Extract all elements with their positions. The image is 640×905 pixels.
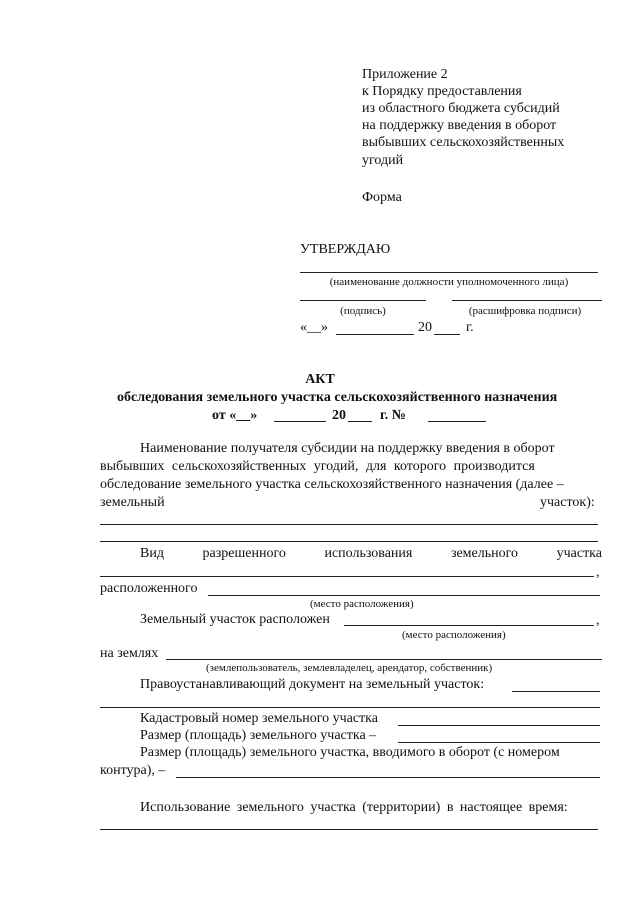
signature-line bbox=[300, 300, 426, 301]
area-fill-line bbox=[398, 742, 600, 743]
recipient-fill-line-1 bbox=[100, 524, 598, 525]
use-word-1: Вид bbox=[140, 546, 164, 561]
act-title: АКТ bbox=[305, 372, 335, 387]
location-caption: (место расположения) bbox=[310, 598, 414, 610]
appendix-line-3: из областного бюджета субсидий bbox=[362, 101, 560, 116]
lands-caption: (землепользователь, землевладелец, арендатор, собственник) bbox=[206, 662, 493, 674]
cadastral-fill-line bbox=[398, 725, 600, 726]
title-doc-label: Правоустанавливающий документ на земельный участок: bbox=[140, 677, 485, 692]
recipient-line-4-right: участок): bbox=[540, 495, 595, 510]
located-label: расположенного bbox=[100, 581, 198, 596]
appendix-line-5: выбывших сельскохозяйственных bbox=[362, 135, 565, 150]
appendix-line-2: к Порядку предоставления bbox=[362, 84, 522, 99]
use-row bbox=[140, 546, 602, 562]
act-date-year-line bbox=[348, 421, 372, 422]
act-date-number: г. № bbox=[380, 408, 406, 423]
use-word-2: разрешенного bbox=[202, 546, 286, 561]
act-date-year: 20 bbox=[332, 408, 346, 423]
recipient-line-1: Наименование получателя субсидии на поддержку введения в оборот bbox=[140, 441, 555, 456]
plot-located-fill-line bbox=[344, 625, 594, 626]
plot-location-caption: (место расположения) bbox=[402, 629, 506, 641]
approve-date-year: 20 bbox=[418, 320, 432, 335]
current-use-fill-line bbox=[100, 829, 598, 830]
position-caption: (наименование должности уполномоченного лица) bbox=[329, 276, 569, 288]
use-word-5: участка bbox=[556, 546, 602, 561]
appendix-line-4: на поддержку введения в оборот bbox=[362, 118, 557, 133]
act-subtitle: обследования земельного участка сельскохозяйственного назначения bbox=[117, 390, 558, 405]
decoding-caption: (расшифровка подписи) bbox=[468, 305, 582, 317]
use-word-3: использования bbox=[324, 546, 413, 561]
approve-date-prefix: «__» bbox=[300, 320, 328, 335]
use-word-4: земельного bbox=[450, 546, 519, 561]
cadastral-label: Кадастровый номер земельного участка bbox=[140, 711, 378, 726]
decoding-line bbox=[452, 300, 602, 301]
title-doc-fill-line-2 bbox=[100, 707, 600, 708]
act-date-from: от «__» bbox=[212, 408, 258, 423]
current-use-label: Использование земельного участка (территории) в настоящее время: bbox=[140, 800, 568, 815]
act-date-month-line bbox=[274, 421, 326, 422]
position-line bbox=[300, 272, 598, 273]
recipient-line-4-left: земельный bbox=[100, 495, 165, 510]
lands-label: на землях bbox=[100, 646, 159, 661]
area-new-line-1: Размер (площадь) земельного участка, вводимого в оборот (с номером bbox=[140, 745, 560, 760]
approve-date-year-line bbox=[434, 334, 460, 335]
recipient-line-2-text: выбывших сельскохозяйственных угодий, для которого производится bbox=[100, 459, 535, 474]
appendix-line-1: Приложение 2 bbox=[362, 67, 448, 82]
approve-date-month-line bbox=[336, 334, 414, 335]
form-label: Форма bbox=[362, 190, 402, 205]
recipient-fill-line-2 bbox=[100, 541, 598, 542]
approve-date-suffix: г. bbox=[466, 320, 474, 335]
recipient-line-3: обследование земельного участка сельскохозяйственного назначения (далее – bbox=[100, 477, 564, 492]
area-label: Размер (площадь) земельного участка – bbox=[140, 728, 377, 743]
recipient-line-2 bbox=[100, 459, 602, 475]
signature-caption: (подпись) bbox=[340, 305, 386, 317]
act-number-line bbox=[428, 421, 486, 422]
lands-fill-line bbox=[166, 659, 602, 660]
plot-located-label: Земельный участок расположен bbox=[140, 612, 330, 627]
area-new-fill-line bbox=[176, 777, 600, 778]
appendix-line-6: угодий bbox=[362, 153, 404, 168]
use-comma: , bbox=[596, 565, 600, 580]
title-doc-fill-line bbox=[512, 691, 600, 692]
use-fill-line bbox=[100, 576, 594, 577]
located-fill-line bbox=[208, 595, 600, 596]
plot-comma: , bbox=[596, 613, 600, 628]
approve-title: УТВЕРЖДАЮ bbox=[300, 242, 391, 257]
area-new-line-2: контура), – bbox=[100, 763, 166, 778]
